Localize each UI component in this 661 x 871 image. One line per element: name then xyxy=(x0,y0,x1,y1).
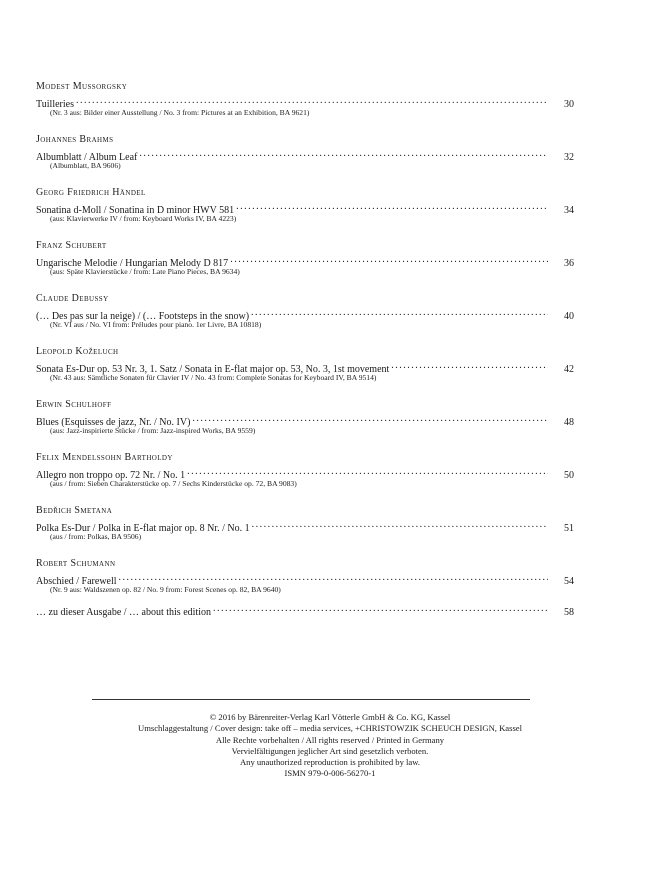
piece-title: Albumblatt / Album Leaf xyxy=(36,152,138,163)
leader-dots xyxy=(76,94,548,107)
source-note: (Albumblatt, BA 9606) xyxy=(50,161,121,170)
toc-line[interactable] xyxy=(36,602,574,618)
toc-entry xyxy=(36,451,574,504)
source-note: (aus / from: Sieben Charakterstücke op. 7 / Sechs Kinderstücke op. 72, BA 9083) xyxy=(50,479,297,488)
imprint xyxy=(60,712,600,780)
page-number: 32 xyxy=(564,152,574,163)
divider-rule xyxy=(92,699,530,700)
toc-line[interactable] xyxy=(36,147,574,163)
source-note: (Nr. VI aus / No. VI from: Préludes pour piano. 1er Livre, BA 10818) xyxy=(50,320,262,329)
cover-design-line: Umschlaggestaltung / Cover design: take off – media services, +CHRISTOWZIK SCHEUCH DESIGN, Kassel xyxy=(137,723,523,734)
toc-line[interactable] xyxy=(36,200,574,216)
toc-line[interactable] xyxy=(36,518,574,534)
composer-name: Erwin Schulhoff xyxy=(36,399,112,410)
toc-entry xyxy=(36,133,574,186)
rights-line: Alle Rechte vorbehalten / All rights reserved / Printed in Germany xyxy=(215,734,445,745)
page-number: 51 xyxy=(564,523,574,534)
leader-dots xyxy=(252,518,548,531)
leader-dots xyxy=(192,412,548,425)
toc-entry xyxy=(36,186,574,239)
table-of-contents xyxy=(36,80,574,618)
page-number: 50 xyxy=(564,470,574,481)
composer-name: Johannes Brahms xyxy=(36,134,114,145)
page-number: 42 xyxy=(564,364,574,375)
leader-dots xyxy=(213,602,548,615)
toc-entry xyxy=(36,292,574,345)
german-notice-line: Vervielfältigungen jeglicher Art sind gesetzlich verboten. xyxy=(231,745,429,756)
source-note: (Nr. 9 aus: Waldszenen op. 82 / No. 9 from: Forest Scenes op. 82, BA 9640) xyxy=(50,585,281,594)
source-note: (aus: Klavierwerke IV / from: Keyboard Works IV, BA 4223) xyxy=(50,214,237,223)
leader-dots xyxy=(187,465,548,478)
leader-dots xyxy=(119,571,548,584)
piece-title: Sonatina d-Moll / Sonatina in D minor HWV 581 xyxy=(36,205,235,216)
composer-name: Robert Schumann xyxy=(36,558,116,569)
page-number: 36 xyxy=(564,258,574,269)
page-number: 54 xyxy=(564,576,574,587)
leader-dots xyxy=(139,147,548,160)
toc-entry xyxy=(36,398,574,451)
piece-title: Tuilleries xyxy=(36,99,74,110)
source-note: (aus: Späte Klavierstücke / from: Late Piano Pieces, BA 9634) xyxy=(50,267,240,276)
toc-line[interactable] xyxy=(36,465,574,481)
toc-entry xyxy=(36,557,574,602)
toc-entry-about xyxy=(36,602,574,618)
toc-entry xyxy=(36,239,574,292)
page-number: 34 xyxy=(564,205,574,216)
page-number: 40 xyxy=(564,311,574,322)
leader-dots xyxy=(236,200,548,213)
composer-name: Modest Mussorgsky xyxy=(36,81,128,92)
ismn-line: ISMN 979-0-006-56270-1 xyxy=(284,768,376,779)
piece-title: Polka Es-Dur / Polka in E-flat major op. 8 Nr. / No. 1 xyxy=(36,523,250,534)
leader-dots xyxy=(230,253,548,266)
page-number: 58 xyxy=(564,607,574,618)
piece-title: (… Des pas sur la neige) / (… Footsteps in the snow) xyxy=(36,311,250,322)
toc-entry xyxy=(36,504,574,557)
composer-name: Claude Debussy xyxy=(36,293,109,304)
piece-title: Allegro non troppo op. 72 Nr. / No. 1 xyxy=(36,470,186,481)
source-note: (Nr. 3 aus: Bilder einer Ausstellung / No. 3 from: Pictures at an Exhibition, BA 9621) xyxy=(50,108,310,117)
toc-line[interactable] xyxy=(36,253,574,269)
toc-line[interactable] xyxy=(36,94,574,110)
composer-name: Franz Schubert xyxy=(36,240,107,251)
composer-name: Leopold Koželuch xyxy=(36,346,119,357)
composer-name: Felix Mendelssohn Bartholdy xyxy=(36,452,173,463)
composer-name: Bedřich Smetana xyxy=(36,505,113,516)
toc-line[interactable] xyxy=(36,306,574,322)
toc-entry xyxy=(36,345,574,398)
piece-title: Abschied / Farewell xyxy=(36,576,117,587)
piece-title: Ungarische Melodie / Hungarian Melody D 817 xyxy=(36,258,229,269)
english-notice-line: Any unauthorized reproduction is prohibited by law. xyxy=(239,757,421,768)
piece-title: Sonata Es-Dur op. 53 Nr. 3, 1. Satz / Sonata in E-flat major op. 53, No. 3, 1st movement xyxy=(36,364,390,375)
leader-dots xyxy=(251,306,548,319)
page-number: 48 xyxy=(564,417,574,428)
source-note: (Nr. 43 aus: Sämtliche Sonaten für Clavier IV / No. 43 from: Complete Sonatas for Keyboard IV, BA 9514) xyxy=(50,373,377,382)
source-note: (aus: Jazz-inspirierte Stücke / from: Jazz-inspired Works, BA 9559) xyxy=(50,426,256,435)
source-note: (aus / from: Polkas, BA 9506) xyxy=(50,532,142,541)
about-title: … zu dieser Ausgabe / … about this edition xyxy=(36,607,211,618)
page-number: 30 xyxy=(564,99,574,110)
piece-title: Blues (Esquisses de jazz, Nr. / No. IV) xyxy=(36,417,191,428)
toc-line[interactable] xyxy=(36,571,574,587)
composer-name: Georg Friedrich Händel xyxy=(36,187,146,198)
leader-dots xyxy=(391,359,548,372)
toc-entry xyxy=(36,80,574,133)
toc-line[interactable] xyxy=(36,359,574,375)
toc-line[interactable] xyxy=(36,412,574,428)
copyright-line: © 2016 by Bärenreiter-Verlag Karl Vötterle GmbH & Co. KG, Kassel xyxy=(209,712,451,722)
